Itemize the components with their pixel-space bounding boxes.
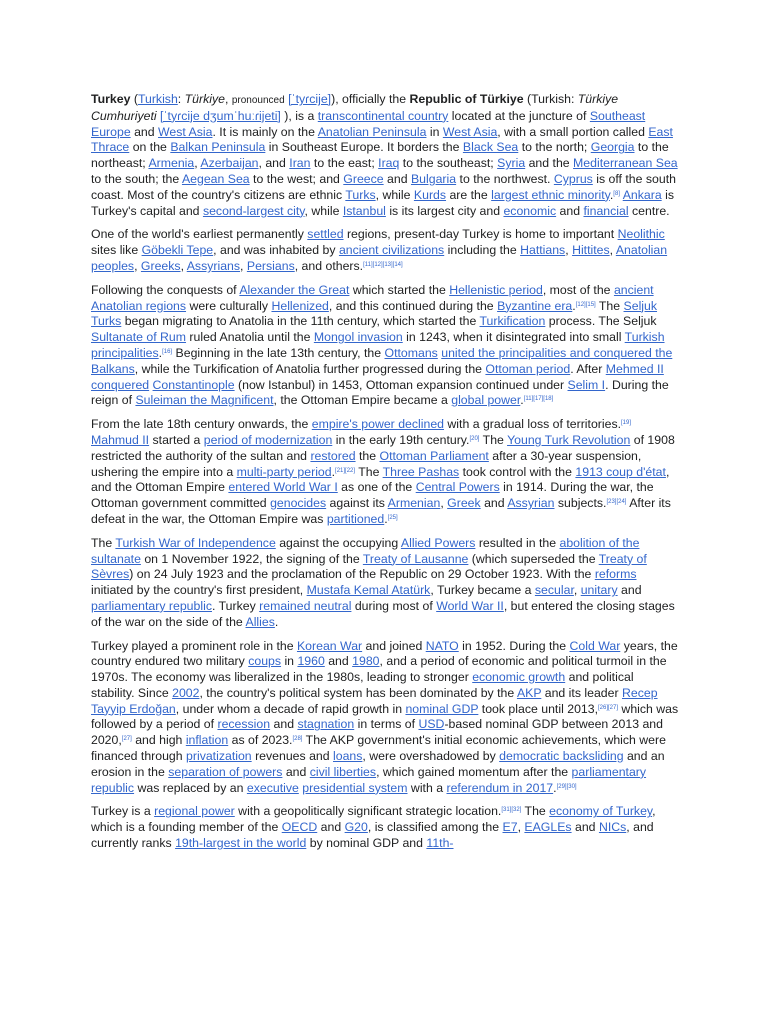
wiki-link[interactable]: Cyprus [553, 171, 593, 186]
wiki-link[interactable]: East Thrace [91, 124, 673, 155]
wiki-link[interactable]: partitioned [326, 511, 385, 526]
text-run: , while the Turkification of Anatolia further progressed during the [134, 361, 486, 376]
wiki-link[interactable]: ancient Anatolian regions [91, 282, 654, 313]
wiki-link[interactable]: remained neutral [259, 598, 352, 613]
wiki-link[interactable]: civil liberties [309, 764, 377, 779]
wiki-link[interactable]: 1960 [297, 654, 325, 669]
wiki-link[interactable]: global power [451, 393, 521, 408]
wiki-link[interactable]: largest ethnic minority [491, 187, 610, 202]
text-run: were culturally [186, 298, 272, 313]
wiki-link[interactable]: [ˈtyɾcije dʒumˈhuːɾijeti] [160, 108, 281, 123]
citation-link[interactable]: [29][30] [556, 783, 577, 790]
text-run: , [194, 156, 201, 171]
citation-ref[interactable] [524, 396, 554, 402]
text-run: and high [131, 733, 186, 748]
text-run: , [180, 258, 187, 273]
text-run: took control with the [459, 464, 576, 479]
italic-text: Türkiye [184, 92, 225, 106]
text-run: , is classified among the [367, 820, 503, 835]
text-run: , with a small portion called [497, 124, 649, 139]
wiki-link[interactable]: secular [534, 583, 574, 598]
wiki-link[interactable]: Central Powers [415, 480, 500, 495]
text-run: , [224, 92, 232, 106]
wiki-link[interactable]: Allies [245, 614, 275, 629]
citation-ref[interactable] [363, 262, 403, 268]
text-run: revenues and [251, 749, 334, 764]
text-run: , [609, 243, 616, 258]
text-run: , while [375, 187, 414, 202]
text-run: which started the [349, 282, 450, 297]
wiki-link[interactable]: Constantinople [152, 377, 235, 392]
citation-link[interactable]: [21][22] [335, 467, 356, 474]
wiki-link[interactable]: settled [307, 227, 344, 242]
text-run: which was followed by a period of [91, 701, 679, 732]
text-run: , the country's political system has been dominated by the [199, 685, 517, 700]
text-run: , [573, 583, 581, 598]
text-run: with a [407, 780, 447, 795]
text-run: to the west; and [249, 171, 344, 186]
wiki-link[interactable]: Neolithic [617, 227, 665, 242]
wiki-link[interactable]: Turkish [137, 92, 178, 106]
wiki-link[interactable]: Anatolian Peninsula [317, 124, 427, 139]
text-run: Following the conquests of [91, 282, 240, 297]
wiki-link[interactable]: restored [310, 448, 356, 463]
text-run: ) on 24 July 1923 and the proclamation of the Republic on 29 October 1923. With the [129, 567, 595, 582]
wiki-link[interactable]: G20 [344, 820, 368, 835]
wiki-link[interactable]: OECD [281, 820, 318, 835]
wiki-link[interactable]: Greece [343, 171, 384, 186]
text-run: and its leader [541, 685, 622, 700]
wiki-link[interactable]: Turkification [479, 314, 546, 329]
wiki-link[interactable]: Bulgaria [410, 171, 457, 186]
wiki-link[interactable]: Armenia [148, 156, 195, 171]
text-run: during most of [351, 598, 437, 613]
wiki-link[interactable]: Mustafa Kemal Atatürk [306, 583, 431, 598]
text-run: with a gradual loss of territories. [444, 417, 622, 432]
text-run: subjects. [554, 496, 607, 511]
text-run: against the occupying [275, 535, 401, 550]
wiki-link[interactable]: AKP [516, 685, 542, 700]
text-run: and [556, 203, 584, 218]
paragraph [91, 639, 679, 797]
wiki-link[interactable]: recession [217, 717, 271, 732]
paragraph [91, 417, 679, 528]
wiki-link[interactable]: 2002 [172, 685, 200, 700]
citation-ref[interactable] [501, 807, 521, 813]
wiki-link[interactable]: Alexander the Great [239, 282, 350, 297]
text-run: process. The Seljuk [545, 314, 657, 329]
text-run: initiated by the country's first president, [91, 583, 307, 598]
wiki-link[interactable]: ancient civilizations [338, 243, 445, 258]
text-run: , were overshadowed by [362, 749, 500, 764]
text-run: to the northeast; [91, 140, 669, 171]
wiki-link[interactable]: Armenian [387, 496, 441, 511]
text-run: in 1914. During the war, the Ottoman government committed [91, 480, 654, 511]
wiki-link[interactable]: Aegean Sea [181, 171, 250, 186]
citation-ref[interactable] [613, 191, 620, 197]
wiki-link[interactable]: Treaty of Sèvres [91, 551, 647, 582]
paragraph [91, 92, 679, 219]
text-run: in 1243, when it disintegrated into small [402, 330, 625, 345]
text-run: , and currently ranks [91, 820, 654, 851]
citation-link[interactable]: [27] [121, 736, 132, 743]
wiki-link[interactable]: Georgia [590, 140, 635, 155]
wiki-link[interactable]: Turkish War of Independence [115, 535, 276, 550]
text-run: . [553, 780, 557, 795]
wiki-link[interactable]: united the principalities and conquered the Balkans [91, 345, 673, 376]
wiki-link[interactable]: unitary [580, 583, 618, 598]
wiki-link[interactable]: loans [333, 749, 363, 764]
wiki-link[interactable]: abolition of the sultanate [91, 535, 640, 566]
text-run: in [426, 124, 443, 139]
text-run: The AKP government's initial economic achievements, which were financed through [91, 733, 666, 764]
text-run: . [331, 464, 336, 479]
wiki-link[interactable]: period of modernization [203, 432, 333, 447]
text-run: in Southeast Europe. It borders the [265, 140, 463, 155]
wiki-link[interactable]: Assyrians [186, 258, 241, 273]
wiki-link[interactable]: Recep Tayyip Erdoğan [91, 685, 658, 716]
text-run: . [274, 614, 279, 629]
text-run: to the east; [310, 156, 379, 171]
citation-ref[interactable] [388, 515, 398, 521]
wiki-link[interactable]: Ottoman period [485, 361, 571, 376]
wiki-link[interactable]: genocides [270, 496, 327, 511]
wiki-link[interactable]: EAGLEs [524, 820, 572, 835]
text-run: and the [525, 156, 574, 171]
text-run: , and [258, 156, 290, 171]
paragraph [91, 283, 679, 409]
wiki-link[interactable]: Mahmud II [91, 432, 150, 447]
text-run: , but entered the closing stages of the war on the side of the [91, 598, 675, 629]
text-run: Beginning in the late 13th century, the [172, 345, 385, 360]
text-run: , which gained momentum after the [376, 764, 572, 779]
text-run: and [130, 124, 159, 139]
wiki-link[interactable]: Cold War [569, 638, 621, 653]
citation-ref[interactable] [621, 420, 631, 426]
citation-link[interactable]: [23][24] [606, 499, 627, 506]
citation-link[interactable]: [25] [387, 514, 398, 521]
citation-link[interactable]: [19] [621, 420, 632, 427]
text-run: , which is a founding member of the [91, 804, 656, 835]
wiki-link[interactable]: Southeast Europe [91, 108, 646, 139]
wiki-link[interactable]: West Asia [158, 124, 213, 139]
text-run: and [317, 820, 345, 835]
text-run: located at the juncture of [448, 108, 590, 123]
wiki-link[interactable]: E7 [502, 820, 518, 835]
wiki-link[interactable]: Hellenized [271, 298, 329, 313]
text-run: : [177, 92, 185, 106]
text-run: as of 2023. [228, 733, 293, 748]
text-run: sites like [91, 243, 142, 258]
text-run: , most of the [542, 282, 614, 297]
wiki-link[interactable]: Assyrian [507, 496, 555, 511]
text-run: resulted in the [475, 535, 560, 550]
text-run: , and others. [294, 258, 364, 273]
citation-ref[interactable] [162, 349, 172, 355]
citation-ref[interactable] [292, 736, 302, 742]
text-run: and joined [362, 638, 426, 653]
text-run: and [324, 654, 353, 669]
text-run: on the [129, 140, 171, 155]
text-run: . [609, 187, 614, 202]
wiki-link[interactable]: Turkish principalities [91, 330, 665, 360]
text-run: , the Ottoman Empire became a [273, 393, 452, 408]
text-run: the [355, 448, 380, 463]
wiki-link[interactable]: 1980 [352, 654, 380, 669]
article-body [91, 92, 679, 860]
text-run: in terms of [354, 717, 419, 732]
citation-link[interactable]: [11][12][13][14] [363, 261, 403, 268]
text-run: is off the south coast. Most of the country's citizens are ethnic [91, 171, 676, 202]
bold-text: Turkey [91, 92, 131, 106]
wiki-link[interactable]: parliamentary republic [91, 764, 647, 795]
citation-link[interactable]: [8] [613, 190, 620, 197]
text-run: , and was inhabited by [213, 243, 339, 258]
text-run: started a [149, 432, 204, 447]
text-run: took place until 2013, [478, 701, 598, 716]
text-run: is Turkey's capital and [91, 187, 674, 218]
wiki-link[interactable]: Hellenistic period [449, 282, 543, 297]
wiki-link[interactable]: multi-party period [236, 464, 332, 479]
text-run: after a 30-year suspension, ushering the empire into a [91, 448, 642, 479]
text-run: After its defeat in the war, the Ottoman Empire was [91, 496, 671, 526]
wiki-link[interactable]: Greek [447, 496, 481, 511]
wiki-link[interactable]: Persians [246, 258, 295, 273]
wiki-link[interactable]: Byzantine era [497, 298, 573, 313]
text-run: with a geopolitically significant strategic location. [234, 804, 502, 819]
text-run: , [565, 243, 573, 258]
text-run: and [383, 171, 411, 186]
text-run: on 1 November 1922, the signing of the [140, 551, 363, 566]
wiki-link[interactable]: executive [246, 780, 299, 795]
citation-link[interactable]: [26][27] [598, 704, 619, 711]
wiki-link[interactable]: Ankara [622, 187, 662, 202]
text-run: years, the country endured two military [91, 638, 678, 669]
wiki-link[interactable]: Ottoman Parliament [379, 448, 489, 463]
wiki-link[interactable]: economic [503, 203, 557, 218]
text-run: , [134, 258, 141, 273]
text-run: and political stability. Since [91, 670, 634, 700]
citation-link[interactable]: [12][15] [575, 301, 596, 308]
wiki-link[interactable]: NATO [425, 638, 459, 653]
text-run: in [281, 654, 298, 669]
text-run: (now Istanbul) in 1453, Ottoman expansion continued under [234, 377, 568, 392]
wiki-link[interactable]: inflation [185, 733, 229, 748]
text-run: ( [130, 92, 138, 106]
text-run: . [384, 511, 388, 526]
wiki-link[interactable]: 11th- [426, 836, 454, 851]
text-run: ruled Anatolia until the [186, 330, 314, 345]
wiki-link[interactable]: stagnation [297, 717, 355, 732]
wiki-link[interactable]: Iraq [378, 156, 400, 171]
text-run: Turkey is a [91, 804, 155, 819]
wiki-link[interactable]: regional power [154, 804, 235, 819]
wiki-link[interactable]: Sultanate of Rum [91, 330, 187, 345]
text-run: of 1908 restricted the authority of the sultan and [91, 432, 675, 463]
wiki-link[interactable]: Ottomans [384, 345, 438, 360]
wiki-link[interactable]: [ˈtyɾcije] [288, 92, 332, 106]
wiki-link[interactable]: Syria [497, 156, 526, 171]
text-run: The [479, 432, 508, 447]
text-run: and [571, 820, 599, 835]
text-run: The [595, 298, 624, 313]
text-run: . [520, 393, 524, 408]
wiki-link[interactable]: Mehmed II [605, 361, 664, 376]
text-run: One of the world's earliest permanently [91, 227, 308, 242]
wiki-link[interactable]: nominal GDP [405, 701, 479, 716]
wiki-link[interactable]: Treaty of Lausanne [362, 551, 469, 566]
citation-ref[interactable] [557, 784, 577, 790]
text-run: Turkey played a prominent role in the [91, 638, 297, 653]
text-run: The [91, 535, 116, 550]
text-run: ), is a [280, 108, 318, 123]
wiki-link[interactable]: Selim I [567, 377, 606, 392]
wiki-link[interactable]: Greeks [140, 258, 181, 273]
wiki-link[interactable]: democratic backsliding [499, 749, 624, 764]
text-run: and [480, 496, 508, 511]
citation-ref[interactable] [122, 736, 132, 742]
citation-ref[interactable] [469, 436, 479, 442]
text-run: to the southeast; [399, 156, 498, 171]
text-run: , [440, 496, 448, 511]
wiki-link[interactable]: Iran [289, 156, 311, 171]
wiki-link[interactable]: Balkan Peninsula [170, 140, 266, 155]
citation-link[interactable]: [20] [469, 435, 480, 442]
text-run: and [617, 583, 642, 598]
text-run: and [282, 764, 310, 779]
citation-ref[interactable] [606, 499, 626, 505]
wiki-link[interactable]: Korean War [296, 638, 363, 653]
wiki-link[interactable]: 1913 coup d'état [575, 464, 666, 479]
italic-text: Türkiye Cumhuriyeti [91, 92, 619, 123]
bold-text: Republic of Türkiye [409, 92, 524, 106]
text-run: . [158, 345, 163, 360]
wiki-link[interactable]: Hittites [572, 243, 610, 258]
pronunciation-label: pronounced [231, 95, 285, 106]
wiki-link[interactable]: Istanbul [342, 203, 386, 218]
text-run: regions, present-day Turkey is home to important [343, 227, 618, 242]
wiki-link[interactable]: second-largest city [202, 203, 305, 218]
text-run: (which superseded the [468, 551, 599, 566]
wiki-link[interactable]: privatization [186, 749, 252, 764]
text-run: The [521, 804, 550, 819]
text-run: , while [304, 203, 343, 218]
wiki-link[interactable]: Göbekli Tepe [141, 243, 214, 258]
text-run: . After [570, 361, 606, 376]
citation-ref[interactable] [576, 302, 596, 308]
citation-ref[interactable] [335, 468, 355, 474]
wiki-link[interactable]: Allied Powers [400, 535, 476, 550]
wiki-link[interactable]: Seljuk Turks [91, 298, 658, 329]
text-run: From the late 18th century onwards, the [91, 417, 312, 432]
wiki-link[interactable]: Hattians [520, 243, 566, 258]
wiki-link[interactable]: Young Turk Revolution [507, 432, 631, 447]
text-run: against its [326, 496, 388, 511]
wiki-link[interactable]: 19th-largest in the world [175, 836, 307, 851]
wiki-link[interactable]: NICs [598, 820, 627, 835]
citation-link[interactable]: [31][32] [501, 807, 522, 814]
wiki-link[interactable]: Anatolian peoples [91, 243, 668, 273]
text-run: began migrating to Anatolia in the 11th century, which started the [121, 314, 480, 329]
citation-link[interactable]: [11][17][18] [523, 396, 554, 403]
text-run: and an erosion in the [91, 749, 665, 779]
wiki-link[interactable]: Kurds [413, 187, 447, 202]
wiki-link[interactable]: financial [583, 203, 629, 218]
text-run: is its largest city and [385, 203, 504, 218]
text-run: are the [446, 187, 492, 202]
wiki-link[interactable]: Azerbaijan [200, 156, 259, 171]
text-run: to the north; [518, 140, 591, 155]
wiki-link[interactable]: economy of Turkey [549, 804, 653, 819]
paragraph [91, 227, 679, 274]
wiki-link[interactable]: conquered [91, 377, 150, 392]
paragraph [91, 804, 679, 851]
wiki-link[interactable]: presidential system [302, 780, 408, 795]
text-run: . It is mainly on the [212, 124, 318, 139]
wiki-link[interactable]: parliamentary republic [91, 598, 212, 613]
wiki-link[interactable]: West Asia [442, 124, 498, 139]
text-run: in the early 19th century. [332, 432, 470, 447]
wiki-link[interactable]: economic growth [472, 670, 566, 685]
text-run: , [517, 820, 525, 835]
wiki-link[interactable]: Mongol invasion [313, 330, 403, 345]
wiki-link[interactable]: empire's power declined [311, 417, 444, 432]
wiki-link[interactable]: USD [418, 717, 445, 732]
text-run: including the [444, 243, 521, 258]
text-run: in 1952. During the [458, 638, 570, 653]
wiki-link[interactable]: Three Pashas [382, 464, 460, 479]
text-run: . During the reign of [91, 377, 669, 408]
paragraph [91, 536, 679, 631]
text-run: -based nominal GDP between 2013 and 2020, [91, 717, 663, 748]
citation-link[interactable]: [28] [292, 736, 303, 743]
wiki-link[interactable]: separation of powers [168, 764, 283, 779]
text-run: by nominal GDP and [306, 836, 427, 851]
text-run: , and the Ottoman Empire [91, 464, 670, 495]
wiki-link[interactable]: Turks [345, 187, 376, 202]
text-run: The [355, 464, 383, 479]
text-run: (Turkish: [523, 92, 578, 106]
text-run: , Turkey became a [430, 583, 535, 598]
text-run: was replaced by an [134, 780, 247, 795]
text-run: , [240, 258, 247, 273]
text-run: as one of the [337, 480, 416, 495]
wiki-link[interactable]: transcontinental country [317, 108, 449, 123]
citation-ref[interactable] [598, 705, 618, 711]
text-run: to the south; the [91, 171, 182, 186]
wiki-link[interactable]: coups [248, 654, 282, 669]
text-run: , and this continued during the [328, 298, 498, 313]
text-run: , and a period of economic and political turmoil in the 1970s. The economy was liberalized in the 1980s, leading to stronger [91, 654, 667, 685]
citation-link[interactable]: [16] [162, 348, 173, 355]
text-run: and [270, 717, 298, 732]
text-run: . Turkey [211, 598, 260, 613]
text-run: centre. [628, 203, 670, 218]
text-run: . [572, 298, 576, 313]
wiki-link[interactable]: Black Sea [462, 140, 519, 155]
text-run: , under whom a decade of rapid growth in [175, 701, 406, 716]
wiki-link[interactable]: Suleiman the Magnificent [135, 393, 274, 408]
wiki-link[interactable]: World War II [436, 598, 504, 613]
text-run: to the northwest. [456, 171, 554, 186]
text-run: ), officially the [331, 92, 410, 106]
wiki-link[interactable]: reforms [594, 567, 637, 582]
wiki-link[interactable]: referendum in 2017 [446, 780, 554, 795]
wiki-link[interactable]: entered World War I [228, 480, 338, 495]
wiki-link[interactable]: Mediterranean Sea [573, 156, 678, 171]
